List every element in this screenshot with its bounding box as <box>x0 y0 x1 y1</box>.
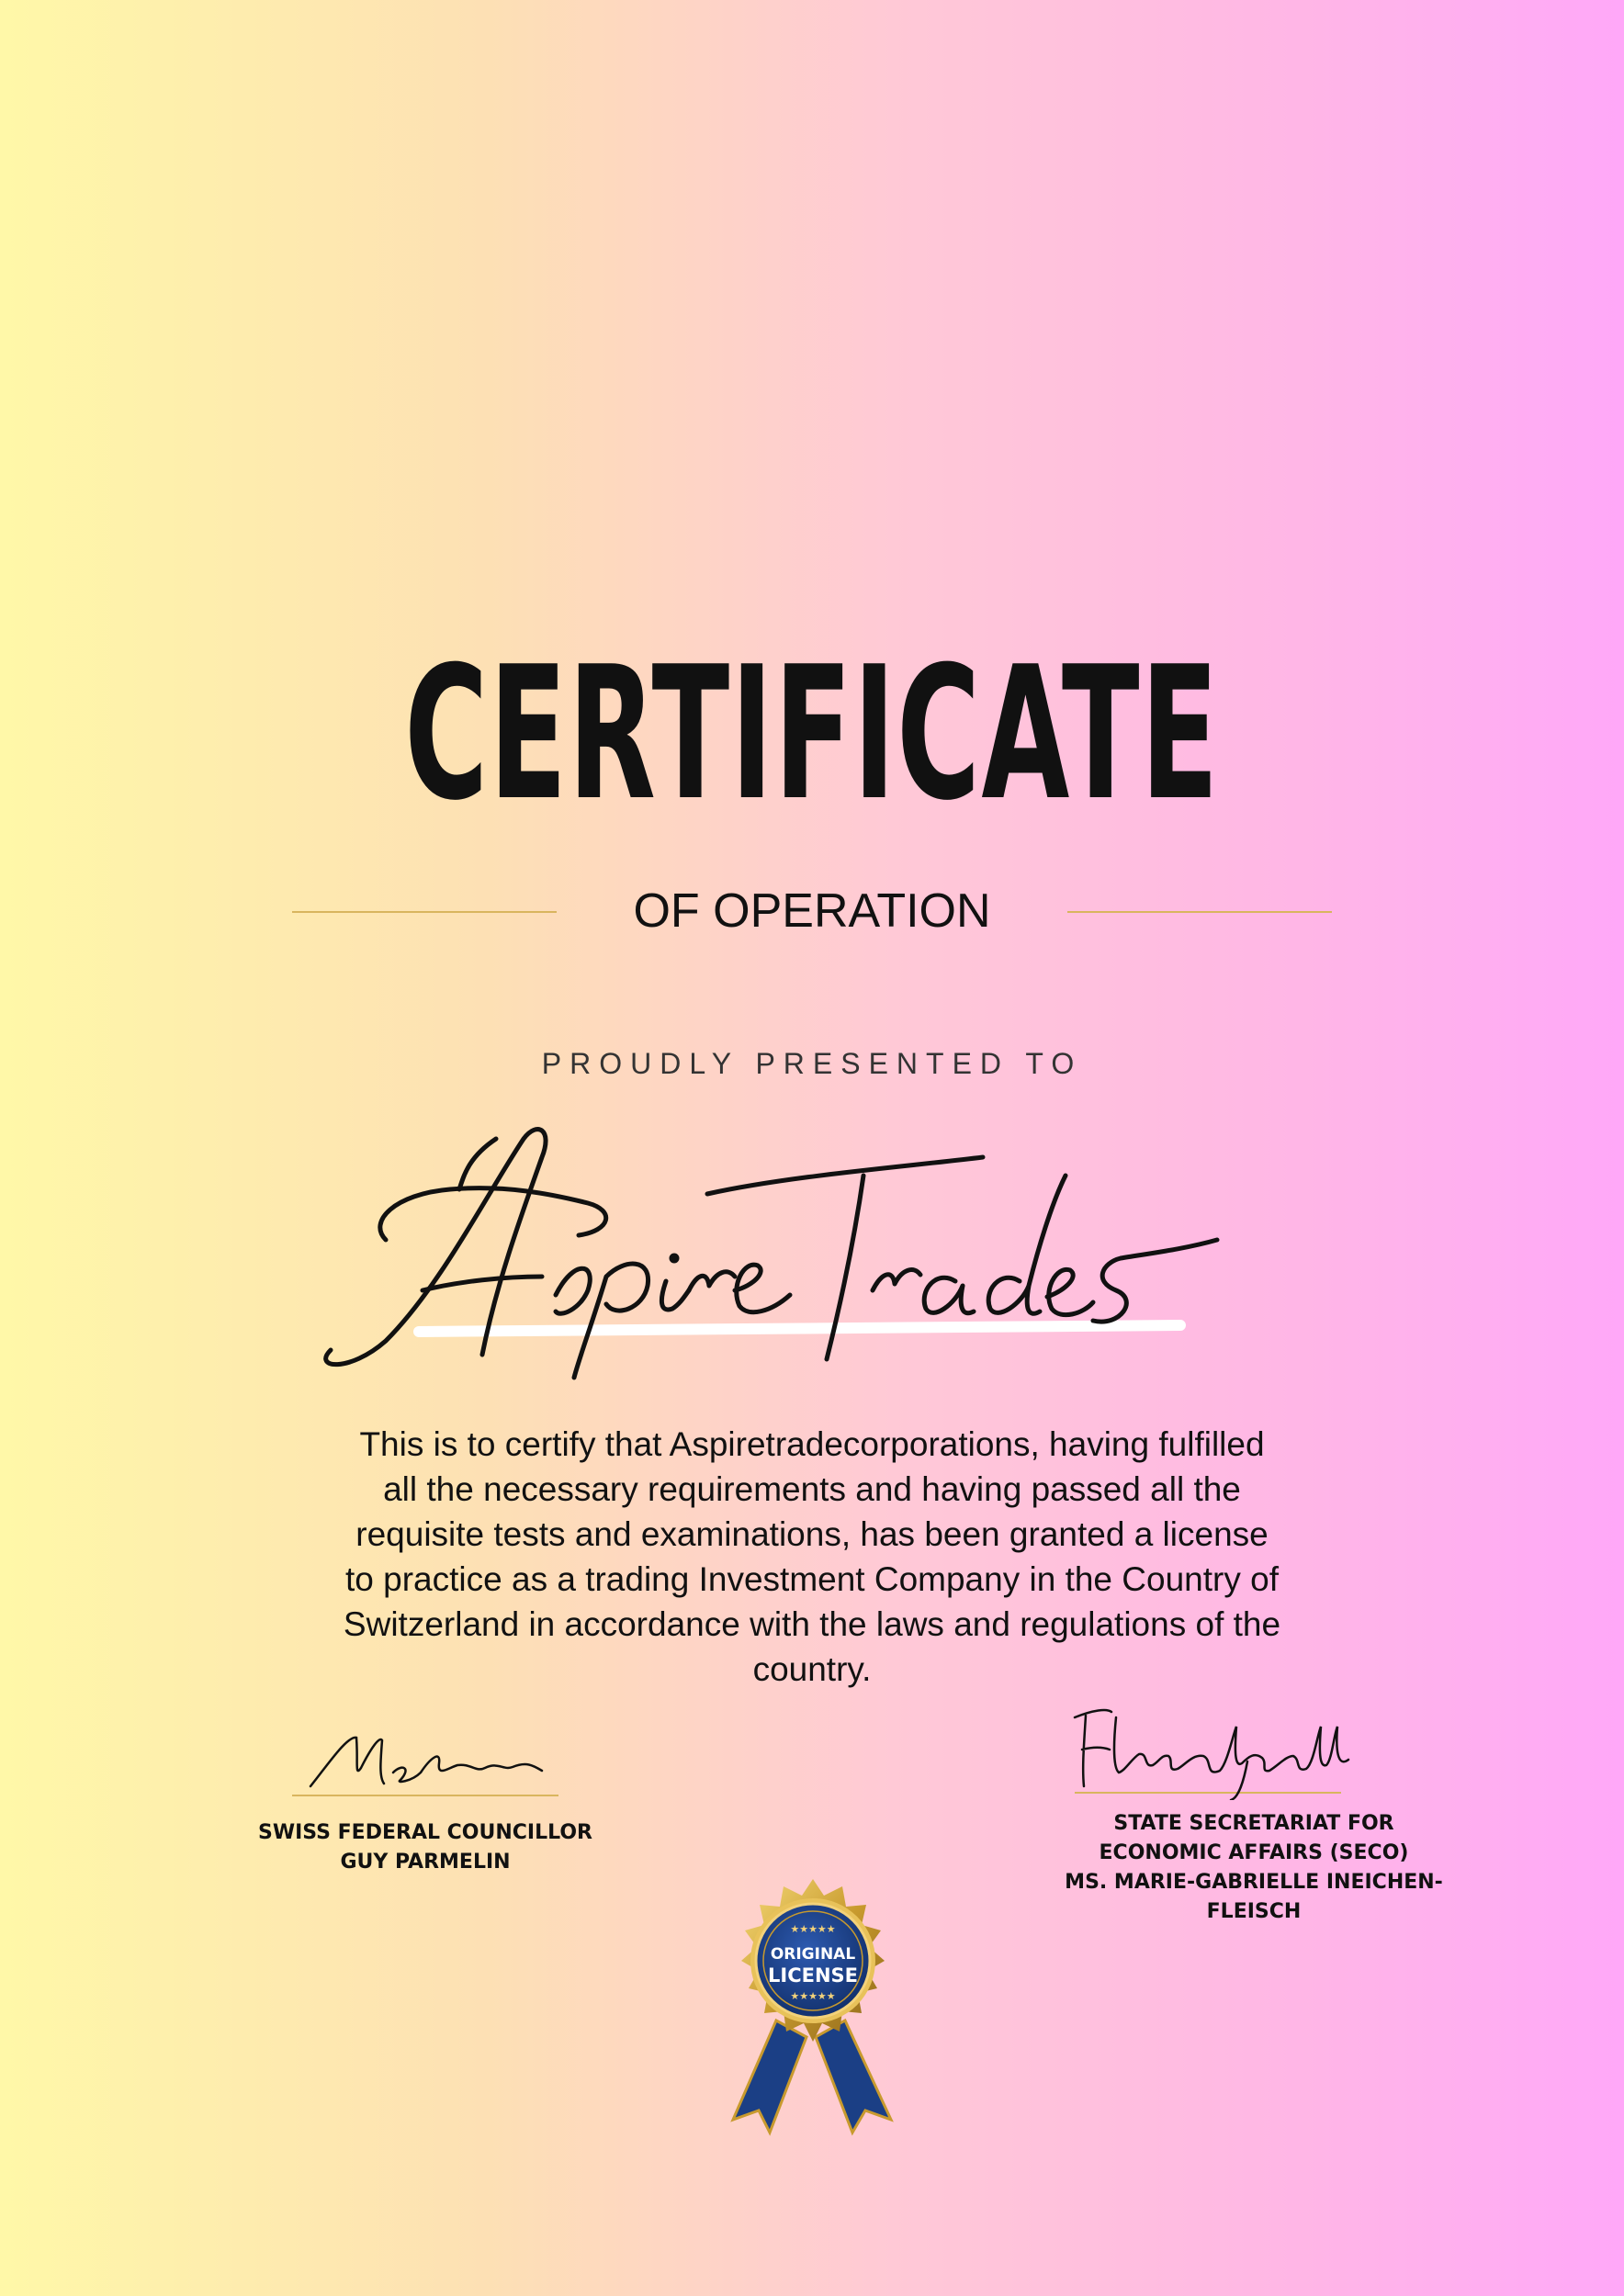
right-signatory-title <box>1056 1809 1451 1927</box>
right-signatory-name-line1: MS. MARIE-GABRIELLE INEICHEN- <box>1065 1871 1443 1894</box>
seal-text-license: LICENSE <box>768 1964 858 1986</box>
right-signatory-title-line2: ECONOMIC AFFAIRS (SECO) <box>1099 1841 1409 1864</box>
right-signatory-name-line2: FLEISCH <box>1206 1900 1302 1923</box>
certificate-title: CERTIFICATE <box>404 627 1220 841</box>
presented-to-label: PROUDLY PRESENTED TO <box>541 1047 1083 1080</box>
right-signatory-title-line1: STATE SECRETARIAT FOR <box>1113 1812 1394 1835</box>
left-signatory-name: GUY PARMELIN <box>340 1851 511 1874</box>
right-signature <box>1066 1699 1359 1800</box>
certificate-subtitle: OF OPERATION <box>633 884 991 938</box>
original-license-seal <box>707 1874 919 2140</box>
left-signatory-title-line1: SWISS FEDERAL COUNCILLOR <box>258 1821 592 1844</box>
seal-text-original: ORIGINAL <box>770 1945 856 1964</box>
left-signatory-title <box>237 1818 614 1877</box>
recipient-name-script <box>312 1102 1323 1396</box>
seal-bottom-stars: ★★★★★ <box>790 1990 836 2002</box>
seal-top-stars: ★★★★★ <box>790 1923 836 1935</box>
right-divider <box>1067 911 1332 913</box>
certification-statement: This is to certify that Aspiretradecorporations, having fulfilled all the necessary requirements and having passed all the requisite tests and examinations, has been granted a license to practice as a trading Investment Company in the Country of Switzerland in accordance with the laws and regulations of the country. <box>343 1425 1281 1688</box>
left-signature <box>292 1727 558 1800</box>
